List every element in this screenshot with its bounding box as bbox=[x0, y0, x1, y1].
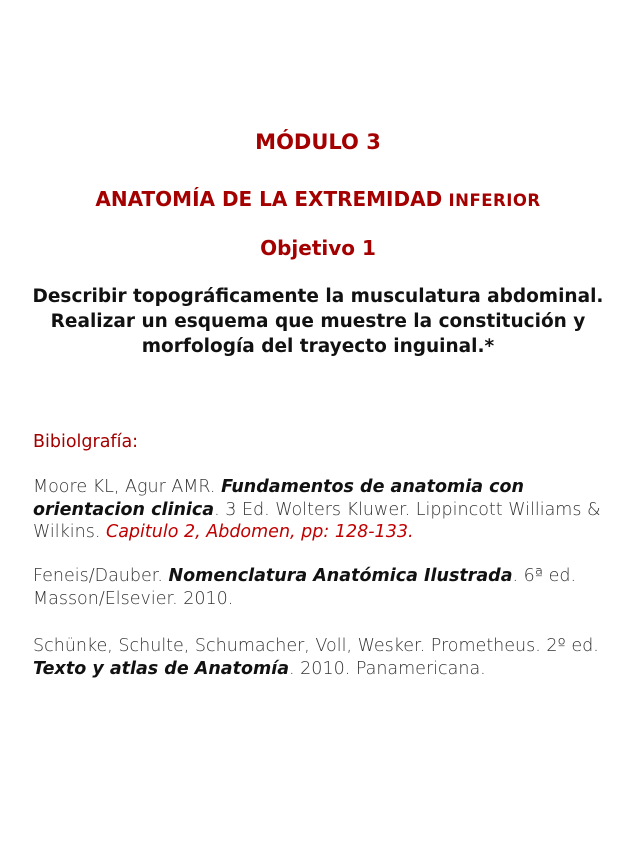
reference-chapter: Capitulo 2, Abdomen, pp: 128-133. bbox=[105, 522, 414, 542]
reference-book-title: Fundamentos de anatomia con orientacion clinica bbox=[33, 477, 524, 520]
reference-book-title: Texto y atlas de Anatomía bbox=[33, 658, 290, 679]
objective-description: Describir topográficamente la musculatura abdominal. Realizar un esquema que muestre la constitución y morfología del trayecto inguinal.* bbox=[32, 286, 604, 357]
reference-details: . 3 Ed. Wolters Kluwer. Lippincott Williams & Wilkins. bbox=[33, 499, 601, 542]
reference-authors: Moore KL, Agur AMR. bbox=[33, 477, 222, 497]
reference-book-title: Nomenclatura Anatómica Ilustrada bbox=[168, 566, 513, 586]
module-heading: MÓDULO 3 bbox=[255, 130, 381, 154]
objective-heading: Objetivo 1 bbox=[260, 236, 376, 260]
section-title-main: ANATOMÍA DE LA EXTREMIDAD bbox=[95, 187, 443, 211]
reference-details: . 2010. Panamericana. bbox=[289, 658, 486, 679]
bibliography-reference bbox=[33, 565, 603, 610]
section-title-suffix: INFERIOR bbox=[448, 191, 541, 210]
bibliography-reference bbox=[33, 476, 603, 544]
reference-authors: Schünke, Schulte, Schumacher, Voll, Wesker. Prometheus. 2º ed. bbox=[33, 636, 599, 656]
bibliography-heading: Bibiolgrafía: bbox=[33, 432, 139, 452]
bibliography-reference bbox=[33, 635, 603, 680]
reference-authors: Feneis/Dauber. bbox=[33, 566, 169, 586]
reference-details: . 6ª ed. Masson/Elsevier. 2010. bbox=[33, 566, 577, 609]
section-title bbox=[0, 185, 636, 215]
